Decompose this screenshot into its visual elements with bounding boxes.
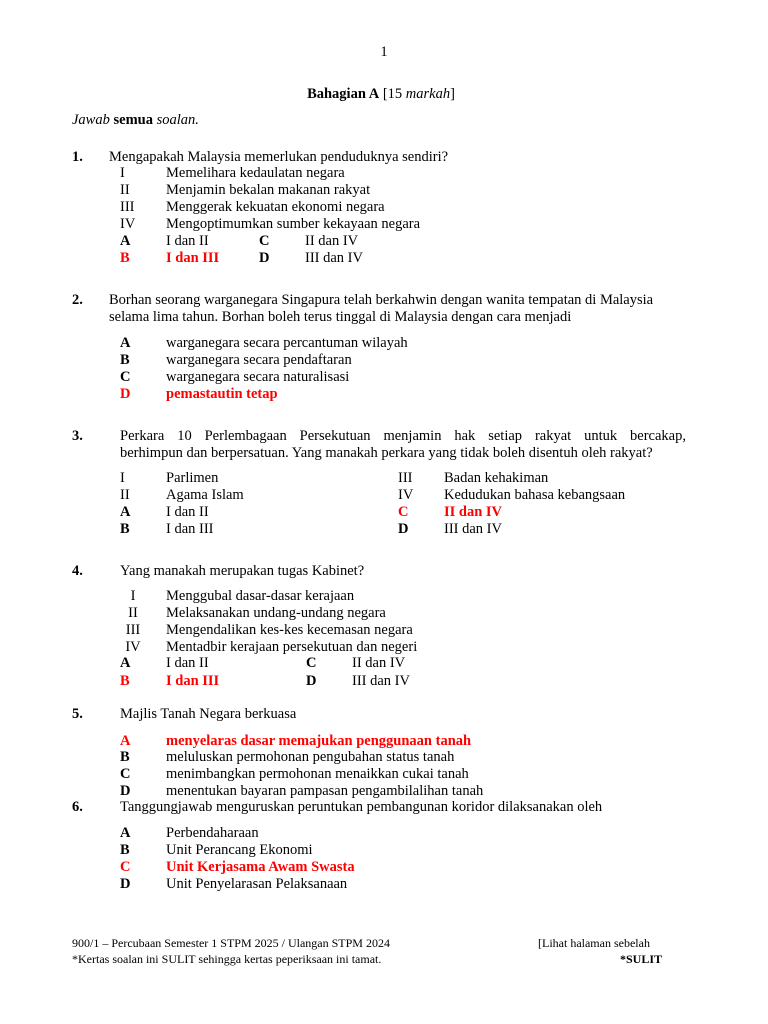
statement: Agama Islam bbox=[166, 487, 244, 503]
question-number: 3. bbox=[72, 428, 83, 444]
roman-numeral: I bbox=[130, 588, 136, 604]
section-title-italic: markah bbox=[405, 86, 451, 102]
option-letter: B bbox=[120, 250, 130, 266]
option-letter: B bbox=[120, 352, 130, 368]
statement: Kedudukan bahasa kebangsaan bbox=[444, 487, 626, 503]
option-letter: C bbox=[120, 766, 131, 782]
option-text: I dan II bbox=[166, 233, 209, 249]
option-text: III dan IV bbox=[444, 521, 502, 537]
option-letter: C bbox=[259, 233, 270, 249]
question-stem: Mengapakah Malaysia memerlukan penduduknya sendiri? bbox=[109, 149, 449, 165]
option-letter: A bbox=[120, 655, 131, 671]
option-text: menimbangkan permohonan menaikkan cukai tanah bbox=[166, 766, 469, 782]
option-text: I dan III bbox=[166, 250, 220, 266]
roman-numeral: II bbox=[120, 182, 130, 198]
option-letter: D bbox=[259, 250, 270, 266]
footer-next-page: [Lihat halaman sebelah bbox=[538, 936, 650, 950]
question-number: 6. bbox=[72, 799, 83, 815]
footer-paper-code: 900/1 – Percubaan Semester 1 STPM 2025 / Ulangan STPM 2024 bbox=[72, 936, 390, 950]
section-title-bold: Bahagian A bbox=[307, 86, 380, 102]
option-text: menyelaras dasar memajukan penggunaan tanah bbox=[166, 733, 472, 749]
statement: Menjamin bekalan makanan rakyat bbox=[166, 182, 371, 198]
option-text: III dan IV bbox=[305, 250, 363, 266]
option-text: Unit Penyelarasan Pelaksanaan bbox=[166, 876, 348, 892]
option-letter: D bbox=[120, 386, 131, 402]
option-text: I dan II bbox=[166, 655, 209, 671]
statement: Melaksanakan undang-undang negara bbox=[166, 605, 386, 621]
roman-numeral: I bbox=[120, 165, 125, 181]
option-text: meluluskan permohonan pengubahan status tanah bbox=[166, 749, 455, 765]
roman-numeral: II bbox=[120, 487, 130, 503]
option-text: III dan IV bbox=[352, 673, 410, 689]
option-text: II dan IV bbox=[305, 233, 359, 249]
option-letter: A bbox=[120, 825, 131, 841]
option-letter: D bbox=[306, 673, 317, 689]
option-letter: A bbox=[120, 233, 131, 249]
section-title-close: ] bbox=[450, 86, 455, 102]
statement: Mengoptimumkan sumber kekayaan negara bbox=[166, 216, 421, 232]
statement: Badan kehakiman bbox=[444, 470, 549, 486]
option-letter: D bbox=[398, 521, 409, 537]
option-letter: C bbox=[306, 655, 317, 671]
instruction-pre: Jawab bbox=[72, 112, 110, 128]
question-stem: Majlis Tanah Negara berkuasa bbox=[120, 706, 297, 722]
question-stem: Borhan seorang warganegara Singapura telah berkahwin dengan wanita tempatan di Malaysia bbox=[109, 292, 654, 308]
statement: Memelihara kedaulatan negara bbox=[166, 165, 345, 181]
page-number: 1 bbox=[380, 44, 388, 60]
option-text: warganegara secara percantuman wilayah bbox=[166, 335, 408, 351]
option-text: Perbendaharaan bbox=[166, 825, 259, 841]
option-text: warganegara secara pendaftaran bbox=[166, 352, 352, 368]
roman-numeral: IV bbox=[398, 487, 414, 503]
option-letter: A bbox=[120, 504, 131, 520]
question-stem: Tanggungjawab menguruskan peruntukan pembangunan koridor dilaksanakan oleh bbox=[120, 799, 603, 815]
roman-numeral: III bbox=[125, 622, 141, 638]
roman-numeral: I bbox=[120, 470, 125, 486]
question-stem: berhimpun dan berpersatuan. Yang manakah perkara yang tidak boleh disentuh oleh rakyat? bbox=[120, 445, 653, 461]
roman-numeral: III bbox=[120, 199, 135, 215]
roman-numeral: IV bbox=[125, 639, 141, 655]
instruction-bold: semua bbox=[113, 112, 153, 128]
roman-numeral: II bbox=[128, 605, 138, 621]
option-text: Unit Perancang Ekonomi bbox=[166, 842, 313, 858]
question-stem: selama lima tahun. Borhan boleh terus tinggal di Malaysia dengan cara menjadi bbox=[109, 309, 572, 325]
section-title bbox=[0, 86, 762, 103]
option-letter: B bbox=[120, 842, 130, 858]
option-letter: B bbox=[120, 521, 130, 537]
option-letter: A bbox=[120, 335, 131, 351]
question-number: 4. bbox=[72, 563, 83, 579]
option-text: pemastautin tetap bbox=[166, 386, 278, 402]
option-text: warganegara secara naturalisasi bbox=[166, 369, 350, 385]
option-letter: D bbox=[120, 876, 131, 892]
statement: Mentadbir kerajaan persekutuan dan negeri bbox=[166, 639, 418, 655]
question-number: 1. bbox=[72, 149, 83, 165]
question-number: 5. bbox=[72, 706, 83, 722]
question-stem: Yang manakah merupakan tugas Kabinet? bbox=[120, 563, 365, 579]
option-text: I dan III bbox=[166, 521, 214, 537]
footer-confidential-note: *Kertas soalan ini SULIT sehingga kertas peperiksaan ini tamat. bbox=[72, 952, 382, 966]
statement: Parlimen bbox=[166, 470, 219, 486]
statement: Menggerak kekuatan ekonomi negara bbox=[166, 199, 385, 215]
option-letter: C bbox=[398, 504, 409, 520]
question-stem: Perkara 10 Perlembagaan Persekutuan menjamin hak setiap rakyat untuk bercakap, bbox=[120, 428, 686, 444]
roman-numeral: IV bbox=[120, 216, 136, 232]
option-letter: C bbox=[120, 369, 131, 385]
option-text: menentukan bayaran pampasan pengambilalihan tanah bbox=[166, 783, 484, 799]
option-text: I dan III bbox=[166, 673, 220, 689]
option-letter: A bbox=[120, 733, 131, 749]
instruction bbox=[72, 112, 199, 129]
section-title-open: [15 bbox=[382, 86, 406, 102]
footer-sulit-label: *SULIT bbox=[620, 952, 663, 966]
option-letter: D bbox=[120, 783, 131, 799]
option-text: II dan IV bbox=[444, 504, 503, 520]
roman-numeral: III bbox=[398, 470, 413, 486]
option-text: II dan IV bbox=[352, 655, 406, 671]
option-letter: B bbox=[120, 673, 130, 689]
instruction-post: soalan. bbox=[156, 112, 199, 128]
statement: Menggubal dasar-dasar kerajaan bbox=[166, 588, 355, 604]
statement: Mengendalikan kes-kes kecemasan negara bbox=[166, 622, 413, 638]
option-text: I dan II bbox=[166, 504, 209, 520]
question-number: 2. bbox=[72, 292, 83, 308]
option-text: Unit Kerjasama Awam Swasta bbox=[166, 859, 355, 875]
option-letter: B bbox=[120, 749, 130, 765]
option-letter: C bbox=[120, 859, 131, 875]
